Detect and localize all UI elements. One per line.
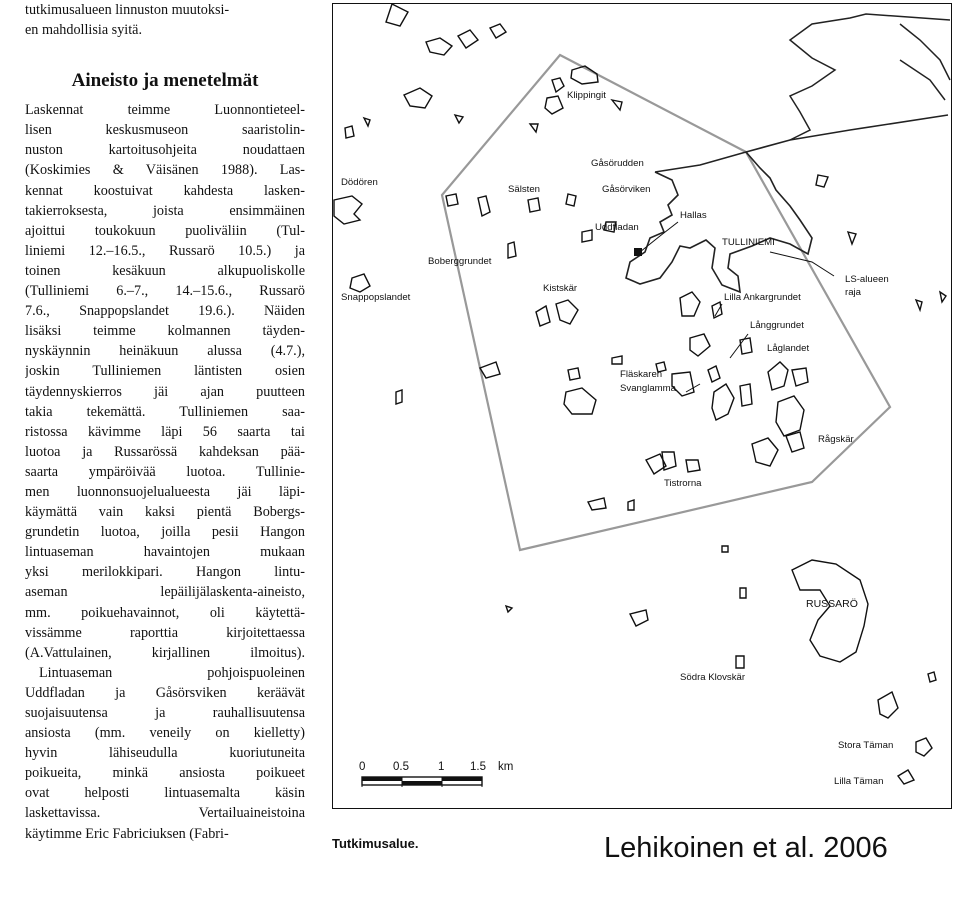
scale-tick-1: 1	[438, 761, 445, 773]
label-ls-boundary-1: LS-alueen	[845, 274, 889, 285]
body-line: poikueita, minkä ansiosta poikueet	[25, 765, 305, 782]
body-line: liniemi 12.–16.5., Russarö 10.5.) ja	[25, 242, 305, 259]
scale-unit: km	[498, 761, 514, 773]
mainland-north-coast	[790, 14, 950, 140]
body-line: (Tulliniemi 6.–7., 14.–15.6., Russarö	[25, 283, 305, 300]
scale-tick-0: 0	[359, 761, 366, 773]
body-line: yksi merilokkipari. Hangon lintu-	[25, 564, 305, 581]
body-line: joskin Tulliniemen läntisten osien	[25, 363, 305, 380]
label-hallas: Hallas	[680, 210, 707, 221]
body-line: grundetin luotoa, joilla pesii Hangon	[25, 524, 305, 541]
label-langgrundet: Långgrundet	[750, 320, 804, 331]
scale-tick-05: 0.5	[393, 761, 409, 773]
body-line: käytimme Eric Fabriciuksen (Fabri-	[25, 825, 229, 842]
study-area-boundary	[442, 55, 890, 550]
label-gasorudden: Gåsörudden	[591, 158, 644, 169]
islands	[334, 4, 946, 784]
body-line: kennat koostuivat kahdesta lasken-	[25, 182, 305, 199]
label-dodoren: Dödören	[341, 177, 378, 188]
label-lilla-taman: Lilla Täman	[834, 776, 884, 787]
label-russaro: RUSSARÖ	[806, 598, 858, 610]
section-heading: Aineisto ja menetelmät	[71, 70, 259, 92]
label-stora-taman: Stora Täman	[838, 740, 894, 751]
label-laglandet: Låglandet	[767, 343, 810, 354]
body-line: hyvin lähiseudulla kuoriutuneita	[25, 745, 305, 762]
label-flaskaren: Fläskaren	[620, 369, 663, 380]
body-line: luotoa ja Russarössä kahdeksan pää-	[25, 443, 305, 460]
body-line: (Koskimies & Väisänen 1988). Las-	[25, 162, 305, 179]
label-sodra-klovskar: Södra Klovskär	[680, 672, 746, 683]
label-boberggrundet: Boberggrundet	[428, 256, 492, 267]
body-line: lisäksi teimme kolmannen täyden-	[25, 323, 305, 340]
label-ls-boundary-2: raja	[845, 287, 861, 298]
body-line: täydennyskierros jäi ajan puutteen	[25, 383, 305, 400]
body-line: nuston kartoitusohjeita noudattaen	[25, 142, 305, 159]
body-line: ristossa kävimme läpi 56 saarta tai	[25, 423, 305, 440]
body-line: vissämme raporttia kirjoitettaessa	[25, 624, 305, 641]
scale-tick-15: 1.5	[470, 761, 486, 773]
body-line: 7.6., Snappopslandet 19.6.). Näiden	[25, 303, 305, 320]
body-line: takia tekemättä. Tulliniemen saa-	[25, 403, 305, 420]
body-line: lintuaseman havaintojen mukaan	[25, 544, 305, 561]
body-line: ovat helposti lintuasemalta käsin	[25, 785, 305, 802]
label-uddfladan: Uddfladan	[595, 222, 639, 233]
body-line: Laskennat teimme Luonnontieteel-	[25, 102, 305, 119]
body-line: ajoittui toukokuun puoliväliin (Tul-	[25, 222, 305, 239]
body-line: nyskäynnin heinäkuun alussa (4.7.),	[25, 343, 305, 360]
label-gasorviken: Gåsörviken	[602, 184, 651, 195]
intro-line: tutkimusalueen linnuston muutoksi-	[25, 2, 230, 18]
label-svanglamma: Svanglamma	[620, 383, 676, 394]
body-line: men luonnonsuojelualueesta jäi läpi-	[25, 483, 305, 500]
label-salsten: Sälsten	[508, 184, 540, 195]
mainland-coastline	[626, 115, 948, 292]
label-kistskar: Kistskär	[543, 283, 578, 294]
figure-caption: Tutkimusalue.	[332, 836, 419, 851]
body-line: mm. poikuehavainnot, oli käytettä-	[25, 604, 305, 621]
label-ragskar: Rågskär	[818, 434, 854, 445]
body-line: laskettavissa. Vertailuaineistoina	[25, 805, 305, 822]
body-line: Uddfladan ja Gåsörsviken keräävät	[25, 684, 305, 701]
body-line: lisen keskusmuseon saaristolin-	[25, 122, 305, 139]
label-lilla-ankargrundet: Lilla Ankargrundet	[724, 292, 801, 303]
scale-bar	[362, 777, 482, 787]
label-tistrorna: Tistrorna	[664, 478, 702, 489]
label-tulliniemi: TULLINIEMI	[722, 237, 775, 248]
body-line: ansiosta (mm. veneily on kielletty)	[25, 725, 305, 742]
label-snappopslandet: Snappopslandet	[341, 292, 411, 303]
body-line: (A.Vattulainen, kirjallinen ilmoitus).	[25, 644, 305, 661]
label-klippingit: Klippingit	[567, 90, 606, 101]
intro-line: en mahdollisia syitä.	[25, 22, 143, 39]
body-line: käymättä vain kaksi pientä Bobergs-	[25, 504, 305, 521]
body-line: Lintuaseman pohjoispuoleinen	[39, 664, 305, 681]
body-line: suojaisuutensa ja rauhallisuutensa	[25, 705, 305, 721]
body-line: toinen kesäkuun alkupuoliskolle	[25, 262, 305, 279]
citation: Lehikoinen et al. 2006	[604, 832, 888, 864]
body-line: saarta ympäröivää luotoa. Tullinie-	[25, 463, 305, 480]
body-line: takierroksesta, joista ensimmäinen	[25, 202, 305, 219]
body-line: aseman lepäilijälaskenta-aineisto,	[25, 584, 305, 601]
